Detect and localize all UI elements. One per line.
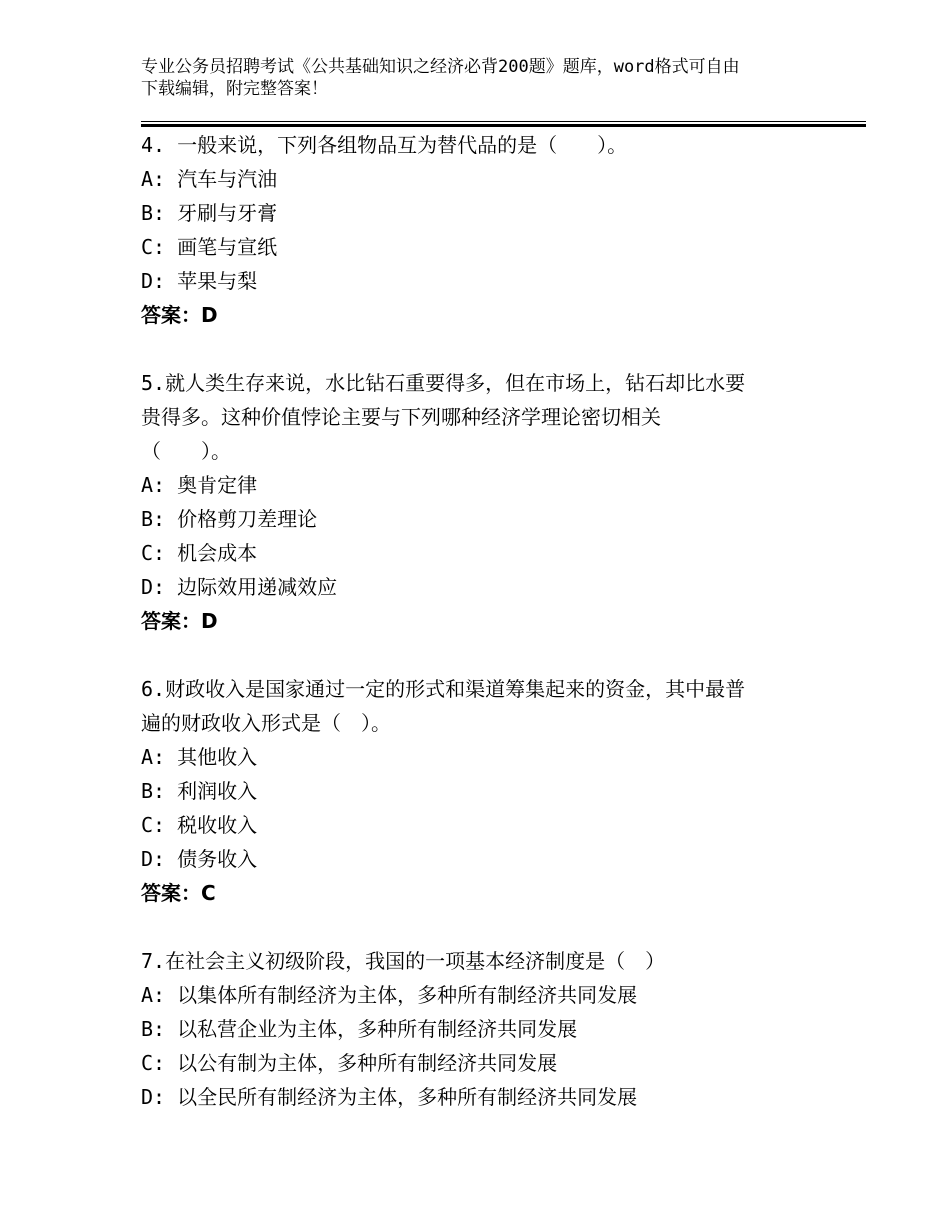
option-b: B: 利润收入 [141,779,258,803]
option-d: D: 以全民所有制经济为主体，多种所有制经济共同发展 [141,1085,638,1109]
option-c: C: 机会成本 [141,541,258,565]
option-c: C: 税收收入 [141,813,258,837]
option-c: C: 以公有制为主体，多种所有制经济共同发展 [141,1051,558,1075]
question-text: （ ）。 [141,439,231,463]
option-c: C: 画笔与宣纸 [141,235,278,259]
option-d: D: 边际效用递减效应 [141,575,338,599]
answer: 答案：D [141,303,218,327]
option-b: B: 价格剪刀差理论 [141,507,318,531]
option-d: D: 苹果与梨 [141,269,258,293]
question-4 [141,128,841,332]
answer: 答案：C [141,881,216,905]
question-list [141,128,841,1148]
question-text: 4. 一般来说，下列各组物品互为替代品的是（ ）。 [141,133,628,157]
question-7 [141,944,841,1114]
question-text: 贵得多。这种价值悖论主要与下列哪种经济学理论密切相关 [141,405,661,429]
question-text: 5.就人类生存来说，水比钻石重要得多，但在市场上，钻石却比水要 [141,371,746,395]
document-header [141,56,841,100]
option-a: A: 以集体所有制经济为主体，多种所有制经济共同发展 [141,983,638,1007]
header-rule-thin [141,121,866,122]
answer: 答案：D [141,609,218,633]
option-a: A: 奥肯定律 [141,473,258,497]
option-a: A: 汽车与汽油 [141,167,278,191]
question-text: 6.财政收入是国家通过一定的形式和渠道筹集起来的资金，其中最普 [141,677,746,701]
option-a: A: 其他收入 [141,745,258,769]
header-line-1: 专业公务员招聘考试《公共基础知识之经济必背200题》题库，word格式可自由 [141,57,740,77]
option-d: D: 债务收入 [141,847,258,871]
question-5 [141,366,841,638]
header-rule-thick [141,124,866,127]
option-b: B: 以私营企业为主体，多种所有制经济共同发展 [141,1017,578,1041]
question-6 [141,672,841,910]
question-text: 遍的财政收入形式是（ ）。 [141,711,391,735]
header-line-2: 下载编辑，附完整答案！ [141,79,328,99]
option-b: B: 牙刷与牙膏 [141,201,278,225]
question-text: 7.在社会主义初级阶段，我国的一项基本经济制度是（ ） [141,949,666,973]
